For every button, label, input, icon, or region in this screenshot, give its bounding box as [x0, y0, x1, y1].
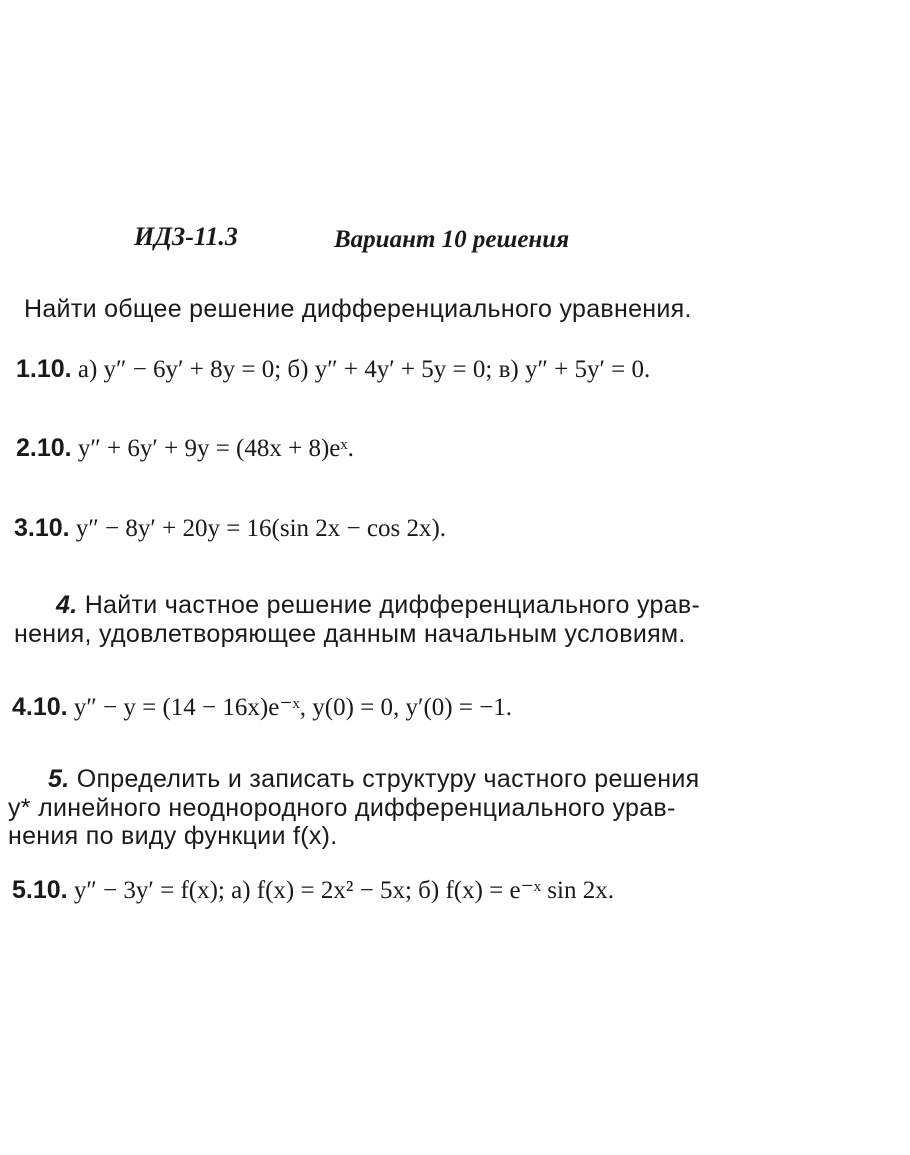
problem-1-10-text: а) y″ − 6y′ + 8y = 0; б) y″ + 4y′ + 5y = 0; в) y″ + 5y′ = 0.: [77, 356, 651, 383]
problem-3-10: [14, 513, 446, 544]
section5-number: 5.: [48, 765, 70, 793]
section5-line3: нения по виду функции f(x).: [8, 822, 338, 850]
problem-5-10-number: 5.10.: [12, 876, 68, 904]
variant-title: Вариант 10 решения: [334, 226, 570, 253]
problem-4-10-number: 4.10.: [12, 693, 68, 721]
problem-5-10: [12, 875, 614, 906]
section5-line2: y* линейного неоднородного дифференциального урав-: [8, 794, 676, 822]
problem-3-10-text: y″ − 8y′ + 20y = 16(sin 2x − cos 2x).: [75, 515, 447, 542]
section4-line2: нения, удовлетворяющее данным начальным условиям.: [14, 620, 686, 648]
section4-number: 4.: [56, 591, 78, 619]
section5-line1: [48, 764, 699, 794]
section4-line1-text: Найти частное решение дифференциального урав-: [84, 591, 701, 619]
problem-4-10-text: y″ − y = (14 − 16x)e⁻ˣ, y(0) = 0, y′(0) = −1.: [73, 694, 513, 721]
problem-2-10-text: y″ + 6y′ + 9y = (48x + 8)eˣ.: [77, 435, 354, 462]
problem-1-10-number: 1.10.: [16, 355, 72, 383]
section4-line1: [56, 590, 700, 620]
problem-1-10: [16, 354, 650, 385]
problem-2-10-number: 2.10.: [16, 434, 72, 462]
problem-5-10-text: y″ − 3y′ = f(x); а) f(x) = 2x² − 5x; б) f(x) = e⁻ˣ sin 2x.: [73, 877, 614, 904]
problem-2-10: [16, 433, 354, 464]
section5-line1-text: Определить и записать структуру частного решения: [76, 765, 700, 793]
problem-3-10-number: 3.10.: [14, 514, 70, 542]
section1-instruction: Найти общее решение дифференциального уравнения.: [24, 295, 692, 323]
problem-4-10: [12, 692, 512, 723]
document-code: ИДЗ-11.3: [134, 222, 238, 251]
